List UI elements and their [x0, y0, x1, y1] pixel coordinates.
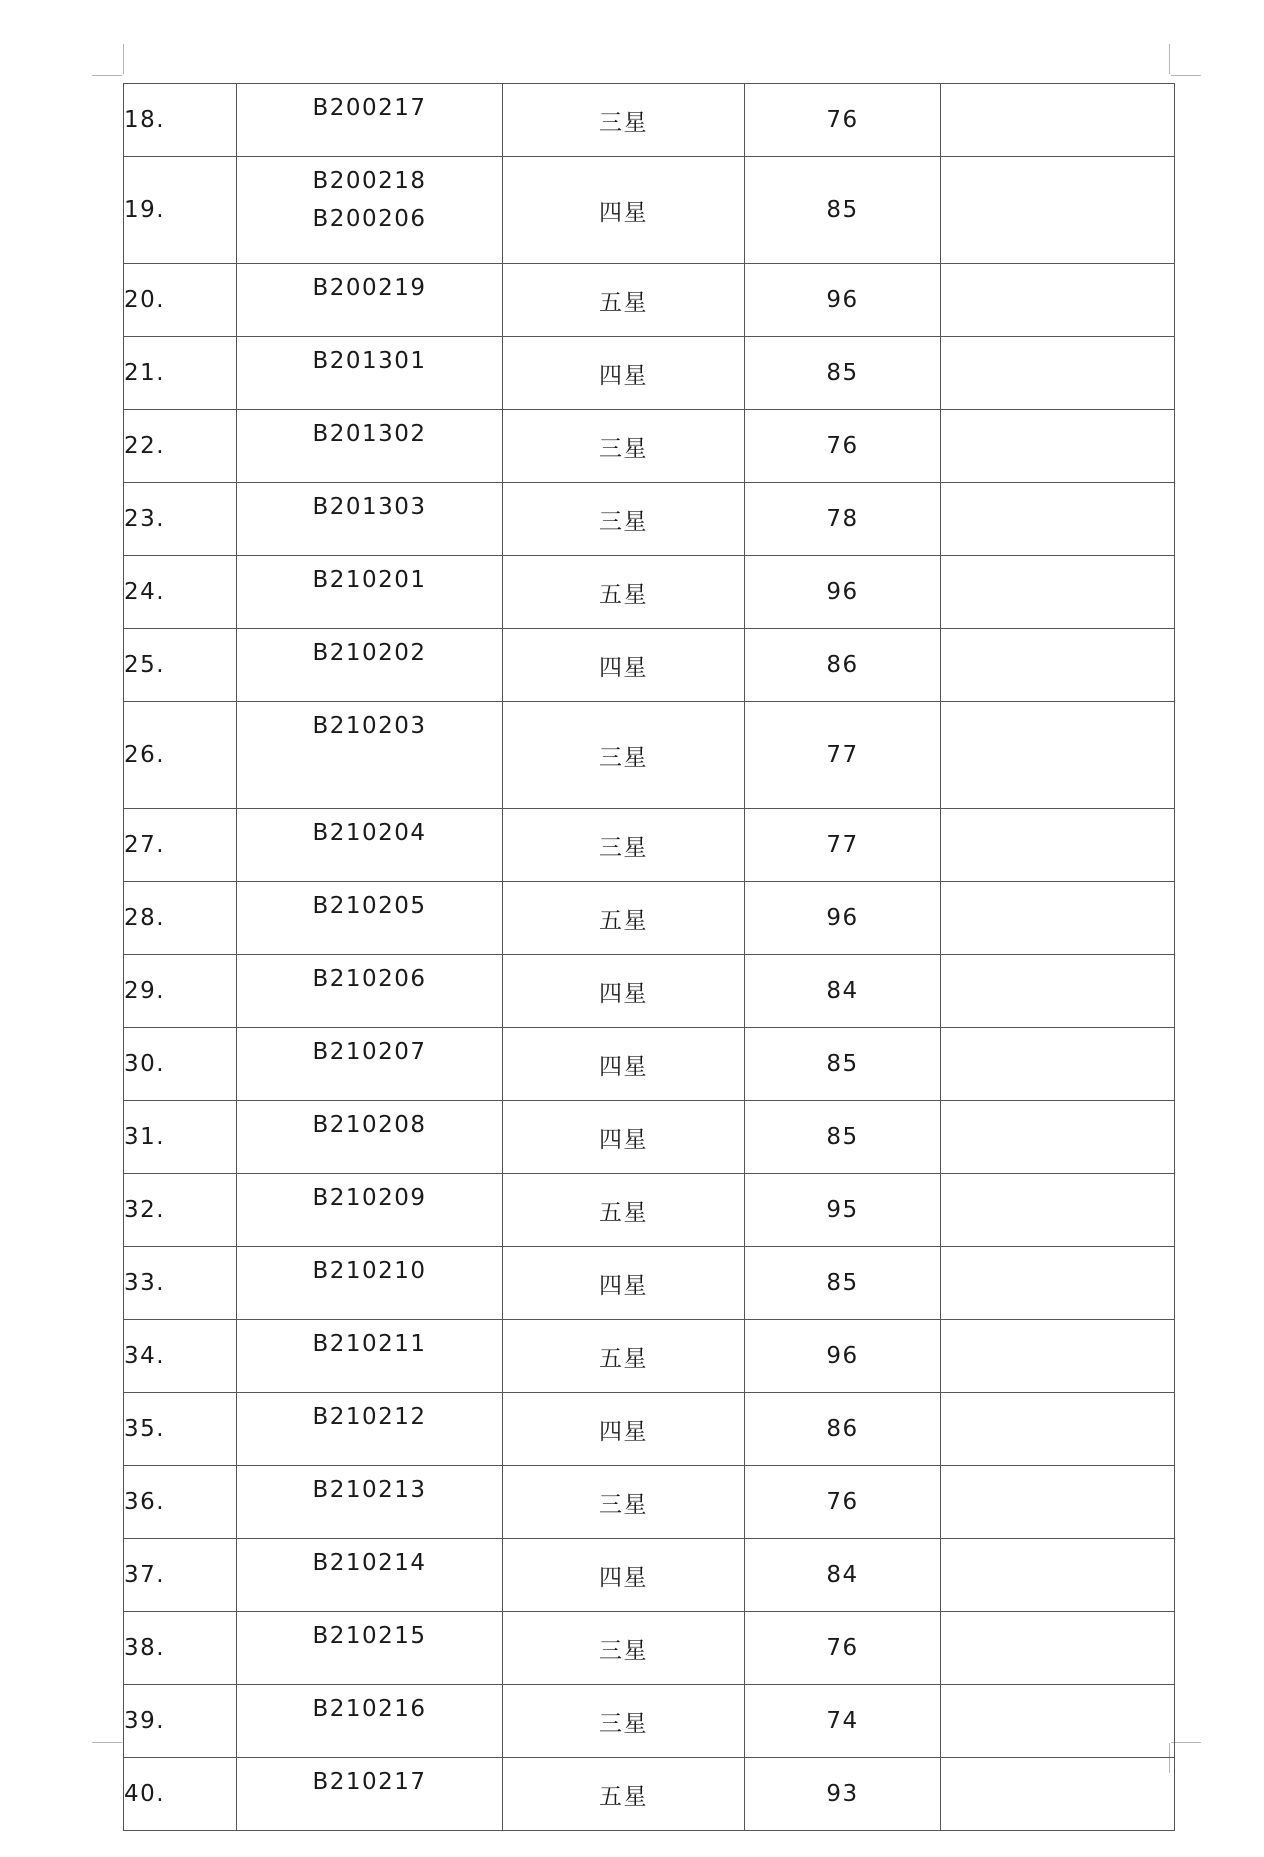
row-number: 28. — [124, 882, 237, 955]
score: 96 — [745, 556, 941, 629]
product-code-cell — [237, 1758, 503, 1831]
score: 85 — [745, 1247, 941, 1320]
table-row — [124, 1685, 1175, 1758]
remarks-cell — [941, 629, 1175, 702]
remarks-cell — [941, 556, 1175, 629]
score: 77 — [745, 702, 941, 809]
row-number: 26. — [124, 702, 237, 809]
product-code-cell — [237, 955, 503, 1028]
table-row — [124, 1393, 1175, 1466]
product-code-cell — [237, 882, 503, 955]
star-rating: 三星 — [503, 809, 745, 882]
product-code: B210202 — [312, 640, 427, 666]
product-code-cell — [237, 483, 503, 556]
product-code-cell — [237, 1612, 503, 1685]
remarks-cell — [941, 1320, 1175, 1393]
product-code: B210211 — [312, 1331, 427, 1357]
product-code: B210208 — [312, 1112, 427, 1138]
product-code: B200206 — [312, 206, 427, 232]
table-row — [124, 882, 1175, 955]
remarks-cell — [941, 337, 1175, 410]
product-code: B201302 — [312, 421, 427, 447]
product-code: B201301 — [312, 348, 427, 374]
score: 77 — [745, 809, 941, 882]
row-number: 18. — [124, 84, 237, 157]
row-number: 32. — [124, 1174, 237, 1247]
product-code: B210217 — [312, 1769, 427, 1795]
product-code: B201303 — [312, 494, 427, 520]
star-rating: 四星 — [503, 1539, 745, 1612]
table-row — [124, 1539, 1175, 1612]
score: 85 — [745, 1028, 941, 1101]
row-number: 40. — [124, 1758, 237, 1831]
product-code: B210205 — [312, 893, 427, 919]
product-code: B200218 — [312, 168, 427, 194]
product-code: B210213 — [312, 1477, 427, 1503]
row-number: 21. — [124, 337, 237, 410]
score: 93 — [745, 1758, 941, 1831]
score: 85 — [745, 157, 941, 264]
crop-mark-top-left — [123, 44, 124, 74]
table-row — [124, 955, 1175, 1028]
product-code-cell — [237, 1539, 503, 1612]
remarks-cell — [941, 955, 1175, 1028]
product-code-cell — [237, 1028, 503, 1101]
row-number: 31. — [124, 1101, 237, 1174]
table-row — [124, 1247, 1175, 1320]
remarks-cell — [941, 882, 1175, 955]
table-row — [124, 556, 1175, 629]
product-code-cell — [237, 264, 503, 337]
score: 85 — [745, 1101, 941, 1174]
product-code: B210216 — [312, 1696, 427, 1722]
star-rating: 三星 — [503, 702, 745, 809]
product-code: B210203 — [312, 713, 427, 739]
star-rating: 四星 — [503, 1028, 745, 1101]
remarks-cell — [941, 84, 1175, 157]
star-rating: 五星 — [503, 1320, 745, 1393]
star-rating: 五星 — [503, 1758, 745, 1831]
product-code-cell — [237, 157, 503, 264]
product-code: B210204 — [312, 820, 427, 846]
rating-table-body — [124, 84, 1175, 1831]
row-number: 25. — [124, 629, 237, 702]
product-code-cell — [237, 1393, 503, 1466]
score: 86 — [745, 629, 941, 702]
remarks-cell — [941, 1028, 1175, 1101]
star-rating: 四星 — [503, 337, 745, 410]
table-row — [124, 1174, 1175, 1247]
star-rating: 五星 — [503, 556, 745, 629]
score: 95 — [745, 1174, 941, 1247]
star-rating: 五星 — [503, 882, 745, 955]
star-rating: 四星 — [503, 1393, 745, 1466]
product-code: B200219 — [312, 275, 427, 301]
row-number: 36. — [124, 1466, 237, 1539]
star-rating: 三星 — [503, 1685, 745, 1758]
product-code-cell — [237, 1685, 503, 1758]
product-code-cell — [237, 809, 503, 882]
star-rating: 四星 — [503, 955, 745, 1028]
product-code-cell — [237, 702, 503, 809]
product-code-cell — [237, 556, 503, 629]
table-row — [124, 1320, 1175, 1393]
row-number: 27. — [124, 809, 237, 882]
product-code-cell — [237, 84, 503, 157]
product-code-cell — [237, 337, 503, 410]
product-code-cell — [237, 410, 503, 483]
row-number: 20. — [124, 264, 237, 337]
star-rating: 三星 — [503, 84, 745, 157]
product-code-cell — [237, 1174, 503, 1247]
score: 96 — [745, 264, 941, 337]
remarks-cell — [941, 1247, 1175, 1320]
crop-mark-top-right — [1171, 75, 1201, 76]
crop-mark-top-left — [92, 75, 122, 76]
table-row — [124, 84, 1175, 157]
remarks-cell — [941, 1174, 1175, 1247]
remarks-cell — [941, 1393, 1175, 1466]
crop-mark-bottom-left — [92, 1742, 122, 1743]
row-number: 35. — [124, 1393, 237, 1466]
star-rating: 三星 — [503, 1466, 745, 1539]
crop-mark-bottom-right — [1171, 1742, 1201, 1743]
table-row — [124, 410, 1175, 483]
score: 85 — [745, 337, 941, 410]
remarks-cell — [941, 1685, 1175, 1758]
row-number: 34. — [124, 1320, 237, 1393]
table-row — [124, 264, 1175, 337]
product-code: B210214 — [312, 1550, 427, 1576]
table-row — [124, 337, 1175, 410]
product-code-cell — [237, 1247, 503, 1320]
product-code: B210210 — [312, 1258, 427, 1284]
remarks-cell — [941, 483, 1175, 556]
score: 96 — [745, 1320, 941, 1393]
row-number: 33. — [124, 1247, 237, 1320]
score: 76 — [745, 1466, 941, 1539]
row-number: 37. — [124, 1539, 237, 1612]
row-number: 38. — [124, 1612, 237, 1685]
remarks-cell — [941, 410, 1175, 483]
table-row — [124, 629, 1175, 702]
row-number: 19. — [124, 157, 237, 264]
table-row — [124, 157, 1175, 264]
star-rating: 三星 — [503, 1612, 745, 1685]
product-code-cell — [237, 629, 503, 702]
remarks-cell — [941, 1101, 1175, 1174]
score: 74 — [745, 1685, 941, 1758]
remarks-cell — [941, 1758, 1175, 1831]
product-code: B210215 — [312, 1623, 427, 1649]
star-rating: 三星 — [503, 483, 745, 556]
product-code: B210201 — [312, 567, 427, 593]
table-row — [124, 1028, 1175, 1101]
star-rating: 五星 — [503, 1174, 745, 1247]
score: 76 — [745, 1612, 941, 1685]
row-number: 22. — [124, 410, 237, 483]
product-code-cell — [237, 1466, 503, 1539]
score: 86 — [745, 1393, 941, 1466]
star-rating: 五星 — [503, 264, 745, 337]
product-code-cell — [237, 1101, 503, 1174]
remarks-cell — [941, 157, 1175, 264]
score: 78 — [745, 483, 941, 556]
star-rating: 四星 — [503, 1247, 745, 1320]
remarks-cell — [941, 1612, 1175, 1685]
product-code: B210209 — [312, 1185, 427, 1211]
score: 84 — [745, 955, 941, 1028]
table-row — [124, 702, 1175, 809]
remarks-cell — [941, 809, 1175, 882]
remarks-cell — [941, 1466, 1175, 1539]
star-rating: 四星 — [503, 629, 745, 702]
score: 76 — [745, 84, 941, 157]
remarks-cell — [941, 702, 1175, 809]
product-code: B210212 — [312, 1404, 427, 1430]
table-row — [124, 1101, 1175, 1174]
row-number: 23. — [124, 483, 237, 556]
remarks-cell — [941, 264, 1175, 337]
crop-mark-top-right — [1169, 44, 1170, 74]
row-number: 24. — [124, 556, 237, 629]
table-row — [124, 1758, 1175, 1831]
table-row — [124, 1612, 1175, 1685]
score: 84 — [745, 1539, 941, 1612]
star-rating: 三星 — [503, 410, 745, 483]
remarks-cell — [941, 1539, 1175, 1612]
product-code: B200217 — [312, 95, 427, 121]
score: 96 — [745, 882, 941, 955]
table-row — [124, 809, 1175, 882]
rating-table — [123, 83, 1175, 1831]
star-rating: 四星 — [503, 1101, 745, 1174]
table-row — [124, 1466, 1175, 1539]
product-code: B210206 — [312, 966, 427, 992]
row-number: 29. — [124, 955, 237, 1028]
star-rating: 四星 — [503, 157, 745, 264]
table-row — [124, 483, 1175, 556]
product-code-cell — [237, 1320, 503, 1393]
product-code: B210207 — [312, 1039, 427, 1065]
row-number: 39. — [124, 1685, 237, 1758]
row-number: 30. — [124, 1028, 237, 1101]
score: 76 — [745, 410, 941, 483]
